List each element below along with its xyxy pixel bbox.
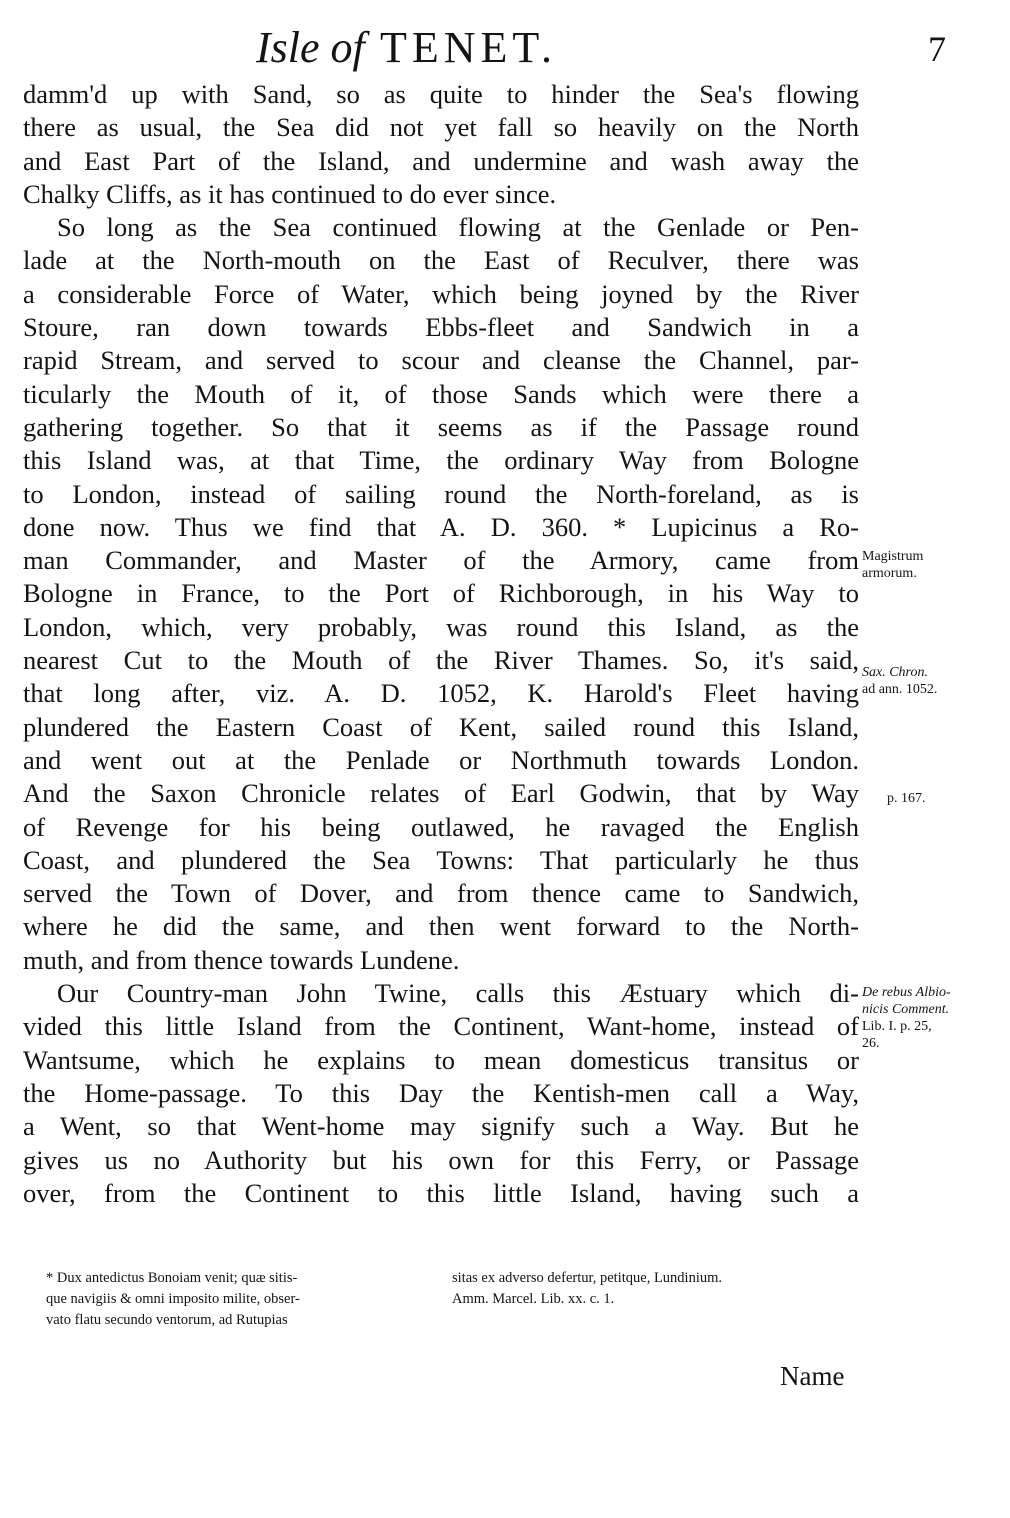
catchword: Name [780, 1361, 845, 1391]
text-line: a Went, so that Went-home may signify such a Way. But he [23, 1111, 859, 1142]
margin-note-line: p. 167. [887, 791, 926, 806]
margin-note-line: nicis Comment. [862, 1002, 950, 1017]
paragraph-start-line: Our Country-man John Twine, calls this Æstuary which di- [57, 978, 859, 1009]
margin-note-de-rebus [862, 984, 951, 1052]
text-line: done now. Thus we find that A. D. 360. * Lupicinus a Ro- [23, 511, 859, 542]
text-line: Chalky Cliffs, as it has continued to do ever since. [23, 178, 557, 209]
running-title-name: TENET. [379, 23, 558, 72]
text-line: gives us no Authority but his own for this Ferry, or Passage [23, 1144, 859, 1175]
text-line: and went out at the Penlade or Northmuth towards London. [23, 744, 859, 775]
footnote-left-column [46, 1268, 300, 1331]
margin-note-line: 26. [862, 1036, 880, 1051]
margin-note-line: Magistrum [862, 549, 924, 564]
margin-note-line: armorum. [862, 566, 917, 581]
margin-note-page-167 [887, 790, 926, 807]
footnote-line: * Dux antedictus Bonoiam venit; quæ sitis- [46, 1270, 298, 1286]
text-line: a considerable Force of Water, which being joyned by the River [23, 278, 859, 309]
text-line: Wantsume, which he explains to mean domesticus transitus or [23, 1044, 859, 1075]
text-line: to London, instead of sailing round the North-foreland, as is [23, 478, 859, 509]
footnote-line: Amm. Marcel. Lib. xx. c. 1. [452, 1291, 615, 1307]
text-line: ticularly the Mouth of it, of those Sands which were there a [23, 378, 859, 409]
text-line: the Home-passage. To this Day the Kentish-men call a Way, [23, 1077, 859, 1108]
text-line: nearest Cut to the Mouth of the River Thames. So, it's said, [23, 645, 859, 676]
text-line: rapid Stream, and served to scour and cleanse the Channel, par- [23, 345, 859, 376]
text-line: of Revenge for his being outlawed, he ravaged the English [23, 811, 859, 842]
text-line: Stoure, ran down towards Ebbs-fleet and Sandwich in a [23, 312, 859, 343]
text-line: plundered the Eastern Coast of Kent, sailed round this Island, [23, 711, 859, 742]
text-line: gathering together. So that it seems as if the Passage round [23, 411, 859, 442]
text-line: lade at the North-mouth on the East of Reculver, there was [23, 245, 859, 276]
text-line: this Island was, at that Time, the ordinary Way from Bologne [23, 445, 859, 476]
text-line: man Commander, and Master of the Armory, came from [23, 545, 859, 576]
footnote-line: vato flatu secundo ventorum, ad Rutupias [46, 1312, 288, 1328]
page-number: 7 [928, 29, 946, 69]
margin-note-magistrum [862, 548, 923, 582]
footnote-line: que navigiis & omni imposito milite, obser- [46, 1291, 300, 1307]
text-line: Coast, and plundered the Sea Towns: That particularly he thus [23, 844, 859, 875]
text-line: London, which, very probably, was round this Island, as the [23, 611, 859, 642]
text-line: damm'd up with Sand, so as quite to hinder the Sea's flowing [23, 79, 859, 109]
main-text [23, 78, 859, 1210]
margin-note-sax-chron [862, 664, 937, 698]
text-line: muth, and from thence towards Lundene. [23, 944, 460, 975]
running-title-prefix: Isle of [256, 23, 365, 72]
margin-note-line: ad ann. 1052. [862, 682, 938, 697]
text-line: where he did the same, and then went forward to the North- [23, 911, 859, 942]
text-line: over, from the Continent to this little Island, having such a [23, 1177, 859, 1208]
margin-note-line: De rebus Albio- [862, 985, 951, 1000]
paragraph-start-line: So long as the Sea continued flowing at the Genlade or Pen- [57, 212, 859, 243]
running-header [0, 22, 1010, 72]
margin-note-line: Lib. I. p. 25, [862, 1019, 932, 1034]
margin-note-line: Sax. Chron. [862, 665, 928, 680]
text-line: Bologne in France, to the Port of Richborough, in his Way to [23, 578, 859, 609]
footnote-right-column [452, 1268, 722, 1310]
running-title [256, 22, 557, 73]
text-line: And the Saxon Chronicle relates of Earl Godwin, that by Way [23, 778, 859, 809]
text-line: there as usual, the Sea did not yet fall so heavily on the North [23, 112, 859, 143]
text-line: vided this little Island from the Continent, Want-home, instead of [23, 1011, 859, 1042]
text-line: served the Town of Dover, and from thence came to Sandwich, [23, 878, 859, 909]
footnote-line: sitas ex adverso defertur, petitque, Lundinium. [452, 1270, 723, 1286]
text-line: and East Part of the Island, and undermine and wash away the [23, 145, 859, 176]
text-line: that long after, viz. A. D. 1052, K. Harold's Fleet having [23, 678, 859, 709]
